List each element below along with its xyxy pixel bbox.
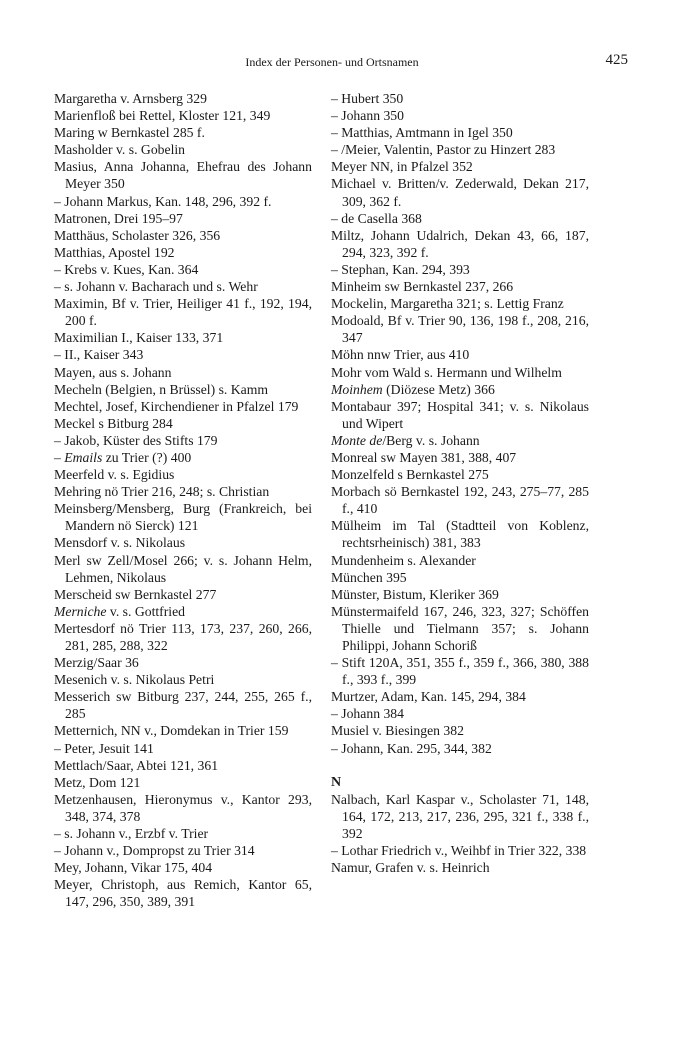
index-entry: Murtzer, Adam, Kan. 145, 294, 384 xyxy=(331,689,526,705)
index-entry: Mülheim im Tal (Stadtteil von Koblenz, rechtsrheinisch) 381, 383 xyxy=(331,518,589,551)
index-entry: Mehring nö Trier 216, 248; s. Christian xyxy=(54,484,270,500)
index-entry: Mundenheim s. Alexander xyxy=(331,552,476,568)
index-entry: – Johann 384 xyxy=(331,706,404,722)
index-entry: Modoald, Bf v. Trier 90, 136, 198 f., 208, 216, 347 xyxy=(331,313,589,346)
running-title: Index der Personen- und Ortsnamen xyxy=(245,55,419,69)
index-entry: Maximin, Bf v. Trier, Heiliger 41 f., 192, 194, 200 f. xyxy=(54,296,312,329)
index-entry: – Lothar Friedrich v., Weihbf in Trier 322, 338 xyxy=(331,843,587,859)
index-entry: Monzelfeld s Bernkastel 275 xyxy=(331,467,489,483)
index-entry: Nalbach, Karl Kaspar v., Scholaster 71, 148, 164, 172, 213, 217, 236, 295, 321 f., 338 f., 392 xyxy=(331,791,589,841)
index-entry: Meyer, Christoph, aus Remich, Kantor 65, 147, 296, 350, 389, 391 xyxy=(54,877,312,910)
index-entry: – Matthias, Amtmann in Igel 350 xyxy=(331,125,513,141)
index-entry: Maring w Bernkastel 285 f. xyxy=(54,125,205,141)
index-entry: Musiel v. Biesingen 382 xyxy=(331,723,464,739)
index-entry: – s. Johann v., Erzbf v. Trier xyxy=(54,826,209,842)
index-entry: Mesenich v. s. Nikolaus Petri xyxy=(54,672,215,688)
index-entry: Metzenhausen, Hieronymus v., Kantor 293, 348, 374, 378 xyxy=(54,791,312,824)
index-entry: Mohr vom Wald s. Hermann und Wilhelm xyxy=(331,364,562,380)
index-entry: – II., Kaiser 343 xyxy=(54,347,144,363)
index-entry: Miltz, Johann Udalrich, Dekan 43, 66, 187, 294, 323, 392 f. xyxy=(331,227,589,260)
index-entry: Maximilian I., Kaiser 133, 371 xyxy=(54,330,224,346)
index-entry: – Peter, Jesuit 141 xyxy=(54,740,154,756)
index-entry: Metternich, NN v., Domdekan in Trier 159 xyxy=(54,723,289,739)
index-entry: Münster, Bistum, Kleriker 369 xyxy=(331,586,499,602)
page-number: 425 xyxy=(605,52,628,68)
index-entry: Moinhem (Diözese Metz) 366 xyxy=(331,381,495,397)
index-entry: München 395 xyxy=(331,569,407,585)
index-entry: – Johann 350 xyxy=(331,108,404,124)
index-entry: – Johann Markus, Kan. 148, 296, 392 f. xyxy=(54,193,272,209)
index-entry: Masius, Anna Johanna, Ehefrau des Johann Meyer 350 xyxy=(54,159,312,192)
index-entry: Masholder v. s. Gobelin xyxy=(54,142,186,158)
index-entry: Meckel s Bitburg 284 xyxy=(54,415,173,431)
index-column-right xyxy=(331,90,589,876)
index-entry: Merniche v. s. Gottfried xyxy=(54,603,186,619)
index-entry: – Hubert 350 xyxy=(331,91,404,106)
index-entry: Mayen, aus s. Johann xyxy=(54,364,172,380)
section-letter-heading: N xyxy=(331,774,342,790)
index-entry: Minheim sw Bernkastel 237, 266 xyxy=(331,279,514,295)
index-entry: Mockelin, Margaretha 321; s. Lettig Franz xyxy=(331,296,564,312)
index-entry: Matthäus, Scholaster 326, 356 xyxy=(54,227,221,243)
index-entry: Mensdorf v. s. Nikolaus xyxy=(54,535,186,551)
index-entry: Marienfloß bei Rettel, Kloster 121, 349 xyxy=(54,108,271,124)
index-entry: – s. Johann v. Bacharach und s. Wehr xyxy=(54,279,258,295)
index-entry: Meinsberg/Mensberg, Burg (Frankreich, bei Mandern nö Sierck) 121 xyxy=(54,501,312,534)
index-column-left xyxy=(54,90,312,911)
index-entry: – /Meier, Valentin, Pastor zu Hinzert 283 xyxy=(331,142,556,158)
index-entry: Monte de/Berg v. s. Johann xyxy=(331,432,480,448)
index-entry: Mettlach/Saar, Abtei 121, 361 xyxy=(54,757,219,773)
index-entry: – Stift 120A, 351, 355 f., 359 f., 366, 380, 388 f., 393 f., 399 xyxy=(331,655,589,688)
index-entry: Morbach sö Bernkastel 192, 243, 275–77, 285 f., 410 xyxy=(331,484,589,517)
index-entry: – Jakob, Küster des Stifts 179 xyxy=(54,432,218,448)
index-entry: Michael v. Britten/v. Zederwald, Dekan 217, 309, 362 f. xyxy=(331,176,589,209)
index-entry: Margaretha v. Arnsberg 329 xyxy=(54,91,207,106)
index-entry: – de Casella 368 xyxy=(331,210,422,226)
page-header xyxy=(54,52,628,72)
index-entry: Namur, Grafen v. s. Heinrich xyxy=(331,860,490,876)
index-entry: Meerfeld v. s. Egidius xyxy=(54,467,175,483)
index-entry: Montabaur 397; Hospital 341; v. s. Nikolaus und Wipert xyxy=(331,398,589,431)
index-entry: – Emails zu Trier (?) 400 xyxy=(54,449,192,465)
index-entry: Messerich sw Bitburg 237, 244, 255, 265 f., 285 xyxy=(54,689,312,722)
index-entry: Möhn nnw Trier, aus 410 xyxy=(331,347,470,363)
index-entry: Metz, Dom 121 xyxy=(54,774,141,790)
index-entry: Matthias, Apostel 192 xyxy=(54,244,175,260)
index-entry: Münstermaifeld 167, 246, 323, 327; Schöffen Thielle und Tielmann 357; s. Johann Philippi, Johann Schoriß xyxy=(331,603,589,653)
index-entry: – Stephan, Kan. 294, 393 xyxy=(331,261,470,277)
index-entry: Merscheid sw Bernkastel 277 xyxy=(54,586,217,602)
index-entry: – Krebs v. Kues, Kan. 364 xyxy=(54,261,199,277)
index-entry: Matronen, Drei 195–97 xyxy=(54,210,183,226)
index-entry: Merl sw Zell/Mosel 266; v. s. Johann Helm, Lehmen, Nikolaus xyxy=(54,552,312,585)
index-entry: Meyer NN, in Pfalzel 352 xyxy=(331,159,473,175)
index-entry: Mey, Johann, Vikar 175, 404 xyxy=(54,860,213,876)
index-entry: Mertesdorf nö Trier 113, 173, 237, 260, 266, 281, 285, 288, 322 xyxy=(54,620,312,653)
index-entry: – Johann, Kan. 295, 344, 382 xyxy=(331,740,492,756)
index-entry: Mecheln (Belgien, n Brüssel) s. Kamm xyxy=(54,381,269,397)
index-entry: Merzig/Saar 36 xyxy=(54,655,139,671)
index-entry: Monreal sw Mayen 381, 388, 407 xyxy=(331,449,517,465)
index-entry: – Johann v., Dompropst zu Trier 314 xyxy=(54,843,255,859)
index-entry: Mechtel, Josef, Kirchendiener in Pfalzel 179 xyxy=(54,398,299,414)
